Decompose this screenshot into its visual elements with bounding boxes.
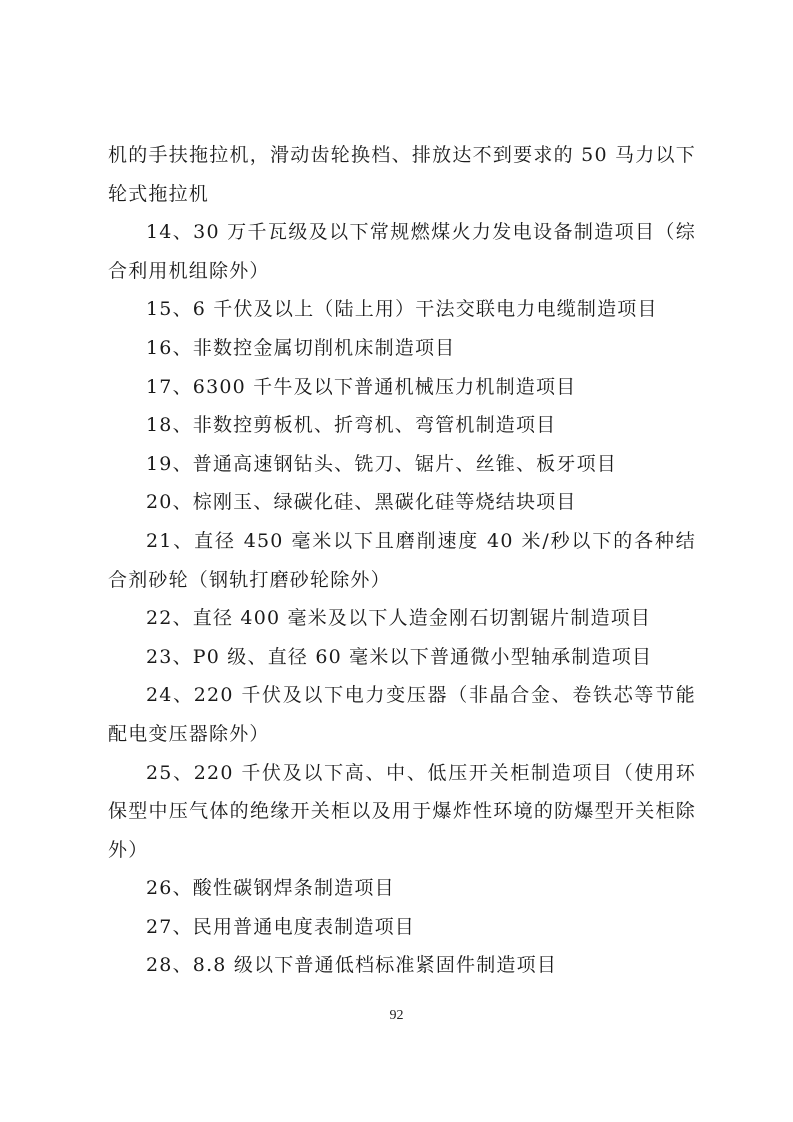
page-content bbox=[108, 136, 696, 985]
paragraph-item-16: 16、非数控金属切削机床制造项目 bbox=[146, 336, 456, 359]
paragraph-item-22: 22、直径 400 毫米及以下人造金刚石切割锯片制造项目 bbox=[146, 607, 652, 630]
paragraph-item-20: 20、棕刚玉、绿碳化硅、黑碳化硅等烧结块项目 bbox=[146, 491, 577, 514]
paragraph-item-14: 14、30 万千瓦级及以下常规燃煤火力发电设备制造项目（综合利用机组除外） bbox=[108, 221, 696, 282]
paragraph-item-18: 18、非数控剪板机、折弯机、弯管机制造项目 bbox=[146, 414, 557, 437]
paragraph-continuation: 机的手扶拖拉机，滑动齿轮换档、排放达不到要求的 50 马力以下轮式拖拉机 bbox=[108, 144, 696, 205]
paragraph-item-19: 19、普通高速钢钻头、铣刀、锯片、丝锥、板牙项目 bbox=[146, 452, 617, 475]
paragraph-item-15: 15、6 千伏及以上（陆上用）干法交联电力电缆制造项目 bbox=[146, 298, 658, 321]
page-number: 92 bbox=[389, 1008, 404, 1023]
paragraph-item-21: 21、直径 450 毫米以下且磨削速度 40 米/秒以下的各种结合剂砂轮（钢轨打磨砂轮除外） bbox=[108, 529, 696, 591]
paragraph-item-25: 25、220 千伏及以下高、中、低压开关柜制造项目（使用环保型中压气体的绝缘开关柜以及用于爆炸性环境的防爆型开关柜除外） bbox=[108, 761, 696, 861]
paragraph-item-26: 26、酸性碳钢焊条制造项目 bbox=[146, 877, 395, 900]
paragraph-item-28: 28、8.8 级以下普通低档标准紧固件制造项目 bbox=[146, 954, 558, 977]
paragraph-item-27: 27、民用普通电度表制造项目 bbox=[146, 915, 415, 938]
paragraph-item-23: 23、P0 级、直径 60 毫米以下普通微小型轴承制造项目 bbox=[146, 645, 653, 668]
paragraph-item-17: 17、6300 千牛及以下普通机械压力机制造项目 bbox=[146, 375, 577, 398]
paragraph-item-24: 24、220 千伏及以下电力变压器（非晶合金、卷铁芯等节能配电变压器除外） bbox=[108, 684, 696, 745]
